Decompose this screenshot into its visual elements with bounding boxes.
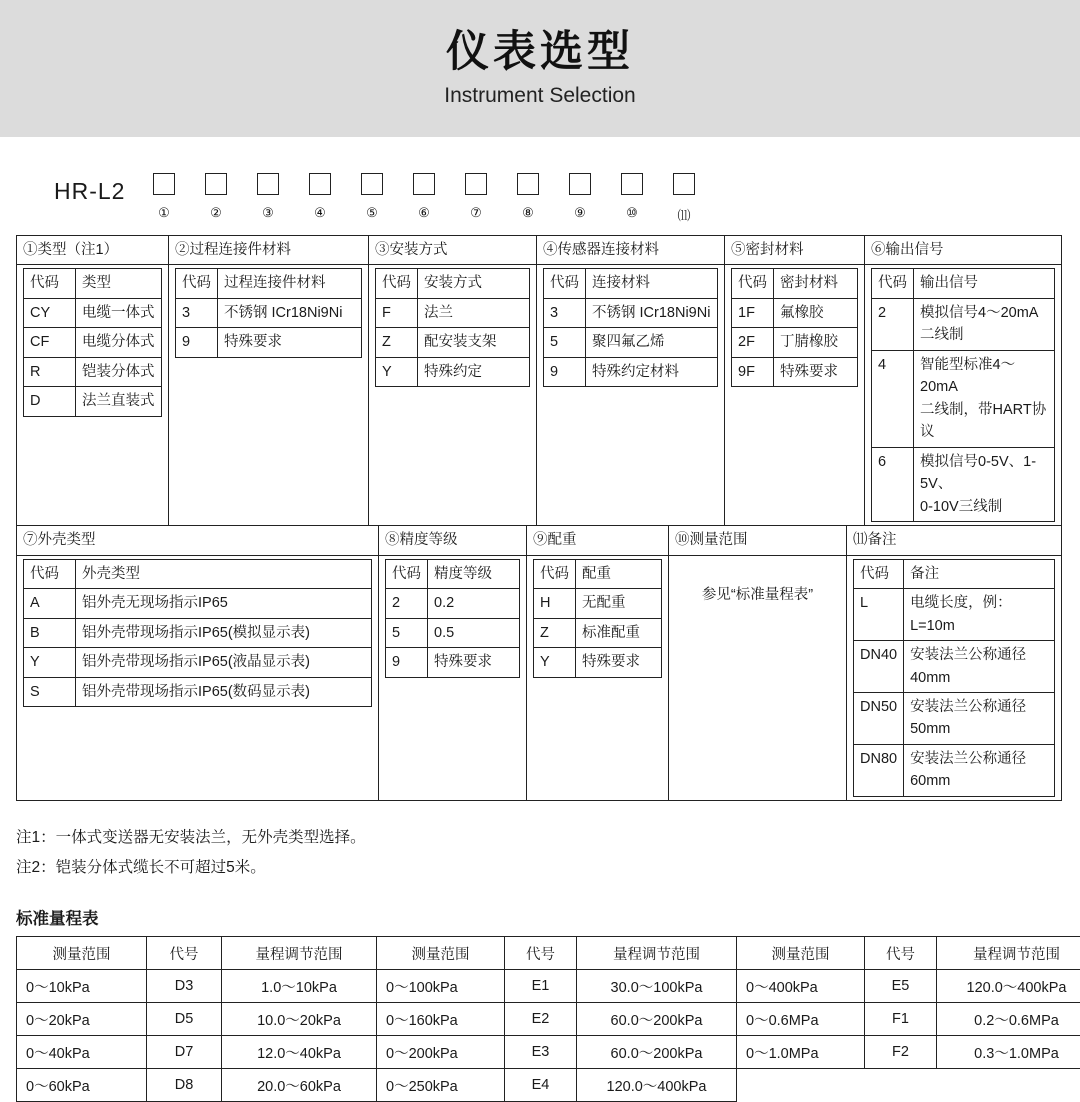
range-cell: F2 [865, 1036, 937, 1069]
option-code: D [24, 387, 76, 416]
section-title-4: ④传感器连接材料 [537, 236, 725, 265]
range-cell: 0～10kPa [17, 970, 147, 1003]
option-desc: 模拟信号4～20mA 二线制 [914, 298, 1055, 350]
range-cell [865, 1069, 937, 1102]
option-row [176, 298, 362, 327]
option-row [534, 648, 662, 677]
model-code-input-9[interactable] [569, 173, 591, 195]
column-header-code: 代码 [376, 269, 418, 298]
section-title-7: ⑦外壳类型 [17, 526, 379, 555]
table-row-body [17, 555, 1062, 800]
model-code-cell-5[interactable] [346, 173, 398, 224]
page-subtitle: Instrument Selection [444, 84, 635, 108]
section-inner-11 [853, 559, 1055, 797]
column-header-desc: 备注 [904, 559, 1055, 588]
range-cell: E4 [505, 1069, 577, 1102]
option-row [24, 298, 162, 327]
option-code: DN40 [854, 641, 904, 693]
section-inner-2 [175, 268, 362, 357]
range-column-header: 量程调节范围 [937, 937, 1080, 970]
option-row [24, 648, 372, 677]
option-desc: 0.5 [428, 618, 520, 647]
option-row [376, 357, 530, 386]
option-desc: 模拟信号0-5V、1-5V、 0-10V三线制 [914, 447, 1055, 521]
range-cell: 120.0～400kPa [577, 1069, 737, 1102]
table-row-body [17, 265, 1062, 526]
footnote-1: 注1：一体式变送器无安装法兰，无外壳类型选择。 [16, 823, 1064, 853]
range-cell: 0～20kPa [17, 1003, 147, 1036]
option-desc: 0.2 [428, 589, 520, 618]
option-desc: 特殊要求 [576, 648, 662, 677]
model-code-cell-4[interactable] [294, 173, 346, 224]
option-row [386, 618, 520, 647]
model-code-input-1[interactable] [153, 173, 175, 195]
option-row [544, 298, 718, 327]
model-code-cell-8[interactable] [502, 173, 554, 224]
column-header-code: 代码 [872, 269, 914, 298]
column-header-desc: 过程连接件材料 [218, 269, 362, 298]
range-cell: 0～200kPa [377, 1036, 505, 1069]
measuring-range-note: 参见“标准量程表” [702, 587, 813, 603]
option-row [376, 298, 530, 327]
option-code: 9 [386, 648, 428, 677]
model-code-input-8[interactable] [517, 173, 539, 195]
column-header-code: 代码 [24, 269, 76, 298]
option-row [732, 298, 858, 327]
option-row [176, 328, 362, 357]
option-row [386, 648, 520, 677]
section-inner-9 [533, 559, 662, 678]
option-code: 5 [544, 328, 586, 357]
option-code: 9 [176, 328, 218, 357]
model-code-marker-9: ⑨ [574, 205, 586, 221]
section-body-10 [669, 555, 847, 800]
model-code-input-11[interactable] [673, 173, 695, 195]
standard-range-table [16, 936, 1080, 1102]
option-code: 4 [872, 350, 914, 447]
model-code-cell-6[interactable] [398, 173, 450, 224]
section-title-8: ⑧精度等级 [379, 526, 527, 555]
range-header-row [17, 937, 1080, 970]
range-column-header: 代号 [147, 937, 222, 970]
option-code: Z [376, 328, 418, 357]
option-code: 9F [732, 357, 774, 386]
range-table-row [17, 1003, 1080, 1036]
model-code-input-6[interactable] [413, 173, 435, 195]
option-row [24, 387, 162, 416]
model-code-marker-4: ④ [314, 205, 326, 221]
model-code-cell-7[interactable] [450, 173, 502, 224]
range-column-header: 测量范围 [17, 937, 147, 970]
section-title-11: ⑾备注 [847, 526, 1062, 555]
model-code-cell-10[interactable] [606, 173, 658, 224]
range-cell: 0.2～0.6MPa [937, 1003, 1080, 1036]
option-row [732, 328, 858, 357]
footnotes [16, 823, 1064, 883]
option-desc: 特殊约定材料 [586, 357, 718, 386]
model-code-input-10[interactable] [621, 173, 643, 195]
range-cell: 0～400kPa [737, 970, 865, 1003]
option-code: Z [534, 618, 576, 647]
range-cell: 60.0～200kPa [577, 1003, 737, 1036]
section-inner-4 [543, 268, 718, 387]
column-header-row [24, 269, 162, 298]
option-row [854, 692, 1055, 744]
section-body-2 [169, 265, 369, 526]
option-desc: 电缆长度，例：L=10m [904, 589, 1055, 641]
model-code-marker-1: ① [158, 205, 170, 221]
table-row-titles [17, 526, 1062, 555]
range-cell: E2 [505, 1003, 577, 1036]
section-inner-8 [385, 559, 520, 678]
column-header-row [854, 559, 1055, 588]
column-header-desc: 安装方式 [418, 269, 530, 298]
model-code-cell-2[interactable] [190, 173, 242, 224]
section-body-4 [537, 265, 725, 526]
range-cell: 12.0～40kPa [222, 1036, 377, 1069]
section-inner-7 [23, 559, 372, 707]
range-cell: 0～60kPa [17, 1069, 147, 1102]
range-column-header: 代号 [865, 937, 937, 970]
range-column-header: 量程调节范围 [577, 937, 737, 970]
option-code: 6 [872, 447, 914, 521]
range-column-header: 测量范围 [737, 937, 865, 970]
option-code: L [854, 589, 904, 641]
range-column-header: 代号 [505, 937, 577, 970]
model-code-marker-2: ② [210, 205, 222, 221]
option-code: 3 [176, 298, 218, 327]
option-row [872, 350, 1055, 447]
option-desc: 特殊要求 [218, 328, 362, 357]
column-header-desc: 输出信号 [914, 269, 1055, 298]
model-code-boxes [138, 173, 710, 224]
range-cell: E3 [505, 1036, 577, 1069]
option-desc: 电缆一体式 [76, 298, 162, 327]
column-header-row [24, 559, 372, 588]
model-prefix: HR-L2 [54, 178, 125, 205]
option-code: F [376, 298, 418, 327]
option-code: 9 [544, 357, 586, 386]
range-cell: D8 [147, 1069, 222, 1102]
section-title-1: ①类型（注1） [17, 236, 169, 265]
option-desc: 聚四氟乙烯 [586, 328, 718, 357]
model-code-input-3[interactable] [257, 173, 279, 195]
section-title-10: ⑩测量范围 [669, 526, 847, 555]
option-desc: 丁腈橡胶 [774, 328, 858, 357]
option-row [24, 357, 162, 386]
column-header-code: 代码 [732, 269, 774, 298]
option-desc: 智能型标准4～20mA 二线制，带HART协议 [914, 350, 1055, 447]
option-code: 1F [732, 298, 774, 327]
section-inner-1 [23, 268, 162, 416]
column-header-row [176, 269, 362, 298]
section-body-5 [725, 265, 865, 526]
option-desc: 安装法兰公称通径50mm [904, 692, 1055, 744]
column-header-desc: 连接材料 [586, 269, 718, 298]
option-desc: 铝外壳带现场指示IP65(模拟显示表) [76, 618, 372, 647]
range-cell: D5 [147, 1003, 222, 1036]
range-cell [737, 1069, 865, 1102]
option-desc: 电缆分体式 [76, 328, 162, 357]
selection-table-top [16, 235, 1062, 526]
option-code: R [24, 357, 76, 386]
range-cell: E5 [865, 970, 937, 1003]
option-row [854, 641, 1055, 693]
model-code-marker-6: ⑥ [418, 205, 430, 221]
range-cell: F1 [865, 1003, 937, 1036]
option-desc: 特殊要求 [428, 648, 520, 677]
option-desc: 不锈钢 ICr18Ni9Ni [218, 298, 362, 327]
option-code: 2 [386, 589, 428, 618]
option-row [24, 589, 372, 618]
range-cell: 0～40kPa [17, 1036, 147, 1069]
range-table-row [17, 1036, 1080, 1069]
range-column-header: 量程调节范围 [222, 937, 377, 970]
range-cell: 10.0～20kPa [222, 1003, 377, 1036]
column-header-row [534, 559, 662, 588]
model-code-cell-9[interactable] [554, 173, 606, 224]
column-header-code: 代码 [544, 269, 586, 298]
section-body-6 [865, 265, 1062, 526]
option-desc: 不锈钢 ICr18Ni9Ni [586, 298, 718, 327]
column-header-row [872, 269, 1055, 298]
section-body-3 [369, 265, 537, 526]
range-cell: 1.0～10kPa [222, 970, 377, 1003]
selection-table-bottom [16, 525, 1062, 801]
option-code: S [24, 677, 76, 706]
option-code: 5 [386, 618, 428, 647]
model-code-marker-7: ⑦ [470, 205, 482, 221]
option-code: CY [24, 298, 76, 327]
option-desc: 法兰直装式 [76, 387, 162, 416]
option-code: B [24, 618, 76, 647]
range-column-header: 测量范围 [377, 937, 505, 970]
model-code-marker-5: ⑤ [366, 205, 378, 221]
range-cell: E1 [505, 970, 577, 1003]
option-row [24, 328, 162, 357]
option-code: CF [24, 328, 76, 357]
range-cell: D7 [147, 1036, 222, 1069]
section-body-11 [847, 555, 1062, 800]
model-code-cell-1[interactable] [138, 173, 190, 224]
model-code-cell-11[interactable] [658, 173, 710, 224]
option-row [386, 589, 520, 618]
option-desc: 特殊要求 [774, 357, 858, 386]
column-header-desc: 密封材料 [774, 269, 858, 298]
section-body-1 [17, 265, 169, 526]
column-header-row [386, 559, 520, 588]
option-desc: 氟橡胶 [774, 298, 858, 327]
range-cell [937, 1069, 1080, 1102]
option-row [534, 618, 662, 647]
option-row [854, 589, 1055, 641]
section-inner-5 [731, 268, 858, 387]
option-code: 2F [732, 328, 774, 357]
option-desc: 法兰 [418, 298, 530, 327]
option-desc: 特殊约定 [418, 357, 530, 386]
model-code-input-5[interactable] [361, 173, 383, 195]
column-header-row [544, 269, 718, 298]
column-header-desc: 配重 [576, 559, 662, 588]
option-code: Y [534, 648, 576, 677]
option-code: A [24, 589, 76, 618]
option-row [732, 357, 858, 386]
page-title: 仪表选型 [446, 29, 634, 76]
option-row [544, 357, 718, 386]
range-cell: 0～0.6MPa [737, 1003, 865, 1036]
option-desc: 铝外壳带现场指示IP65(数码显示表) [76, 677, 372, 706]
option-code: DN50 [854, 692, 904, 744]
option-row [24, 677, 372, 706]
option-code: DN80 [854, 744, 904, 796]
option-desc: 安装法兰公称通径40mm [904, 641, 1055, 693]
column-header-code: 代码 [24, 559, 76, 588]
section-body-7 [17, 555, 379, 800]
column-header-row [732, 269, 858, 298]
range-cell: D3 [147, 970, 222, 1003]
option-desc: 配安装支架 [418, 328, 530, 357]
option-row [376, 328, 530, 357]
page-banner [0, 0, 1080, 137]
option-row [24, 618, 372, 647]
column-header-code: 代码 [386, 559, 428, 588]
option-desc: 铝外壳带现场指示IP65(液晶显示表) [76, 648, 372, 677]
option-row [854, 744, 1055, 796]
column-header-desc: 精度等级 [428, 559, 520, 588]
option-row [544, 328, 718, 357]
section-title-3: ③安装方式 [369, 236, 537, 265]
option-row [872, 447, 1055, 521]
option-desc: 铝外壳无现场指示IP65 [76, 589, 372, 618]
section-title-6: ⑥输出信号 [865, 236, 1062, 265]
option-desc: 标准配重 [576, 618, 662, 647]
model-code-marker-10: ⑩ [626, 205, 638, 221]
section-body-8 [379, 555, 527, 800]
column-header-desc: 外壳类型 [76, 559, 372, 588]
model-code-cell-3[interactable] [242, 173, 294, 224]
model-code-marker-8: ⑧ [522, 205, 534, 221]
section-body-9 [527, 555, 669, 800]
option-code: 2 [872, 298, 914, 350]
range-cell: 0～250kPa [377, 1069, 505, 1102]
range-cell: 0～160kPa [377, 1003, 505, 1036]
range-cell: 120.0～400kPa [937, 970, 1080, 1003]
option-code: 3 [544, 298, 586, 327]
model-code-input-2[interactable] [205, 173, 227, 195]
option-row [872, 298, 1055, 350]
range-table-row [17, 1069, 1080, 1102]
option-row [534, 589, 662, 618]
option-desc: 无配重 [576, 589, 662, 618]
option-desc: 安装法兰公称通径60mm [904, 744, 1055, 796]
section-inner-3 [375, 268, 530, 387]
range-cell: 0～100kPa [377, 970, 505, 1003]
option-code: Y [24, 648, 76, 677]
section-title-2: ②过程连接件材料 [169, 236, 369, 265]
section-title-5: ⑤密封材料 [725, 236, 865, 265]
section-title-9: ⑨配重 [527, 526, 669, 555]
range-cell: 30.0～100kPa [577, 970, 737, 1003]
table-row-titles [17, 236, 1062, 265]
range-table-row [17, 970, 1080, 1003]
range-cell: 0～1.0MPa [737, 1036, 865, 1069]
option-code: Y [376, 357, 418, 386]
range-cell: 60.0～200kPa [577, 1036, 737, 1069]
footnote-2: 注2：铠装分体式缆长不可超过5米。 [16, 853, 1064, 883]
section-inner-6 [871, 268, 1055, 522]
model-code-input-4[interactable] [309, 173, 331, 195]
option-code: H [534, 589, 576, 618]
column-header-code: 代码 [854, 559, 904, 588]
model-code-marker-11: ⑾ [677, 205, 690, 224]
model-code-input-7[interactable] [465, 173, 487, 195]
range-cell: 20.0～60kPa [222, 1069, 377, 1102]
range-cell: 0.3～1.0MPa [937, 1036, 1080, 1069]
column-header-code: 代码 [176, 269, 218, 298]
column-header-code: 代码 [534, 559, 576, 588]
column-header-row [376, 269, 530, 298]
column-header-desc: 类型 [76, 269, 162, 298]
range-table-title: 标准量程表 [16, 905, 1064, 929]
model-code-marker-3: ③ [262, 205, 274, 221]
option-desc: 铠装分体式 [76, 357, 162, 386]
model-code-line [16, 173, 1064, 235]
